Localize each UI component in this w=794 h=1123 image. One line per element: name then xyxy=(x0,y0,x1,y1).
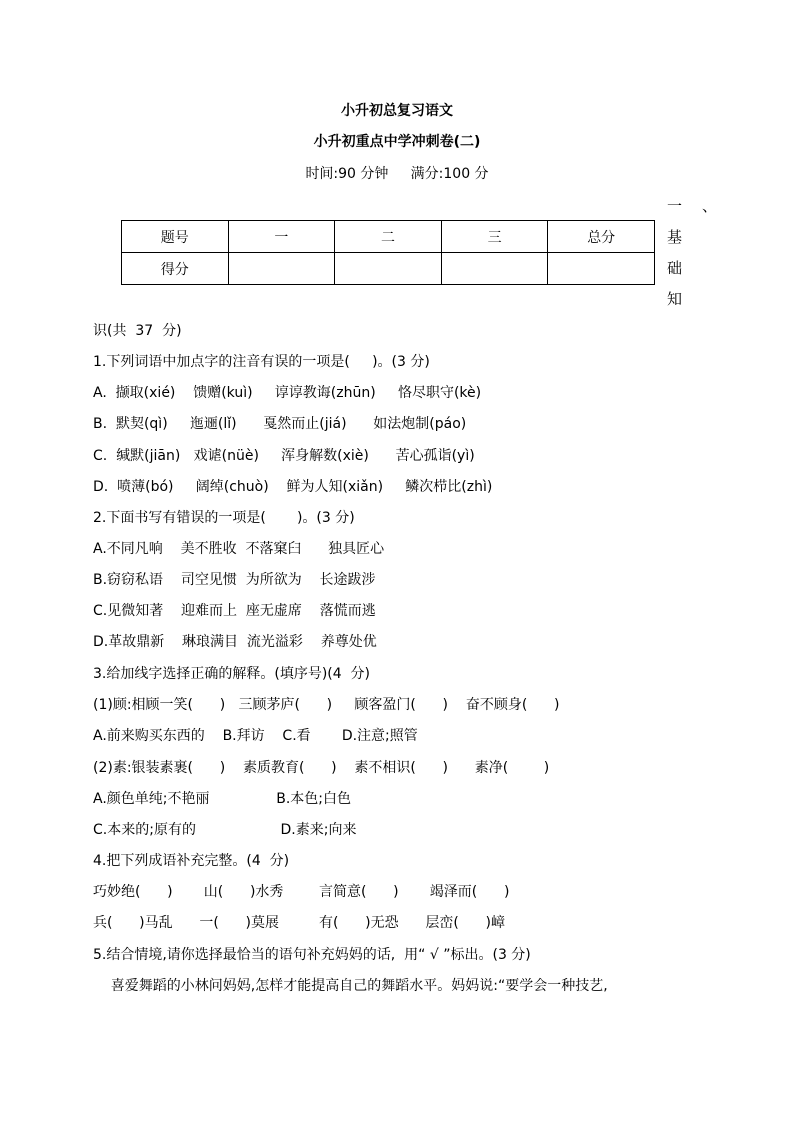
exam-title: 小升初总复习语文 xyxy=(341,103,453,119)
question-line: (2)素:银装素裹( ) 素质教育( ) 素不相识( ) 素净( ) xyxy=(93,760,550,776)
option-line: B. 默契(qì) 迤逦(lǐ) 戛然而止(jiá) 如法炮制(páo) xyxy=(93,416,467,432)
option-line: A.不同凡响 美不胜收 不落窠臼 独具匠心 xyxy=(93,541,385,557)
option-line: C.见微知著 迎难而上 座无虚席 落慌而逃 xyxy=(93,603,376,619)
score-table xyxy=(121,220,655,285)
table-cell: 总分 xyxy=(548,221,655,253)
score-input-cell xyxy=(441,253,548,285)
question-4: 4.把下列成语补充完整。(4 分) xyxy=(93,853,290,869)
section-heading-char: 知 xyxy=(667,290,683,308)
option-line: A.前来购买东西的 B.拜访 C.看 D.注意;照管 xyxy=(93,728,418,744)
score-input-cell xyxy=(548,253,655,285)
section-heading-char: 、 xyxy=(702,197,718,215)
question-5: 5.结合情境,请你选择最恰当的语句补充妈妈的话, 用“ √ ”标出。(3 分) xyxy=(93,947,531,963)
question-line: 兵( )马乱 一( )莫展 有( )无恐 层峦( )嶂 xyxy=(93,915,505,931)
score-table-score-row xyxy=(122,253,655,285)
section-heading-char: 础 xyxy=(667,259,683,277)
exam-subtitle: 小升初重点中学冲刺卷(二) xyxy=(313,134,481,150)
option-line: C.本来的;原有的 D.素来;向来 xyxy=(93,822,357,838)
table-cell: 一 xyxy=(228,221,335,253)
table-cell: 得分 xyxy=(122,253,229,285)
exam-meta: 时间:90 分钟 满分:100 分 xyxy=(305,166,489,182)
option-line: D.革故鼎新 琳琅满目 流光溢彩 养尊处优 xyxy=(93,634,377,650)
option-line: D. 喷薄(bó) 阔绰(chuò) 鲜为人知(xiǎn) 鳞次栉比(zhì) xyxy=(93,479,493,495)
question-1: 1.下列词语中加点字的注音有误的一项是( )。(3 分) xyxy=(93,354,430,370)
table-cell: 三 xyxy=(441,221,548,253)
score-input-cell xyxy=(228,253,335,285)
section-heading-char: 一 xyxy=(667,197,683,215)
question-line: (1)顾:相顾一笑( ) 三顾茅庐( ) 顾客盈门( ) 奋不顾身( ) xyxy=(93,697,560,713)
table-cell: 题号 xyxy=(122,221,229,253)
score-table-header-row xyxy=(122,221,655,253)
question-2: 2.下面书写有错误的一项是( )。(3 分) xyxy=(93,510,355,526)
paragraph-line: 喜爱舞蹈的小林问妈妈,怎样才能提高自己的舞蹈水平。妈妈说:“要学会一种技艺, xyxy=(93,978,608,994)
option-line: A. 撷取(xié) 馈赠(kuì) 谆谆教诲(zhūn) 恪尽职守(kè) xyxy=(93,385,482,401)
section-heading-char: 基 xyxy=(667,228,683,246)
question-3: 3.给加线字选择正确的解释。(填序号)(4 分) xyxy=(93,666,371,682)
option-line: A.颜色单纯;不艳丽 B.本色;白色 xyxy=(93,791,352,807)
section-heading-rest: 识(共 37 分) xyxy=(93,323,182,339)
table-cell: 二 xyxy=(335,221,442,253)
score-input-cell xyxy=(335,253,442,285)
option-line: B.窃窃私语 司空见惯 为所欲为 长途跋涉 xyxy=(93,572,376,588)
question-line: 巧妙绝( ) 山( )水秀 言简意( ) 竭泽而( ) xyxy=(93,884,510,900)
option-line: C. 缄默(jiān) 戏谑(nüè) 浑身解数(xiè) 苦心孤诣(yì) xyxy=(93,448,475,464)
